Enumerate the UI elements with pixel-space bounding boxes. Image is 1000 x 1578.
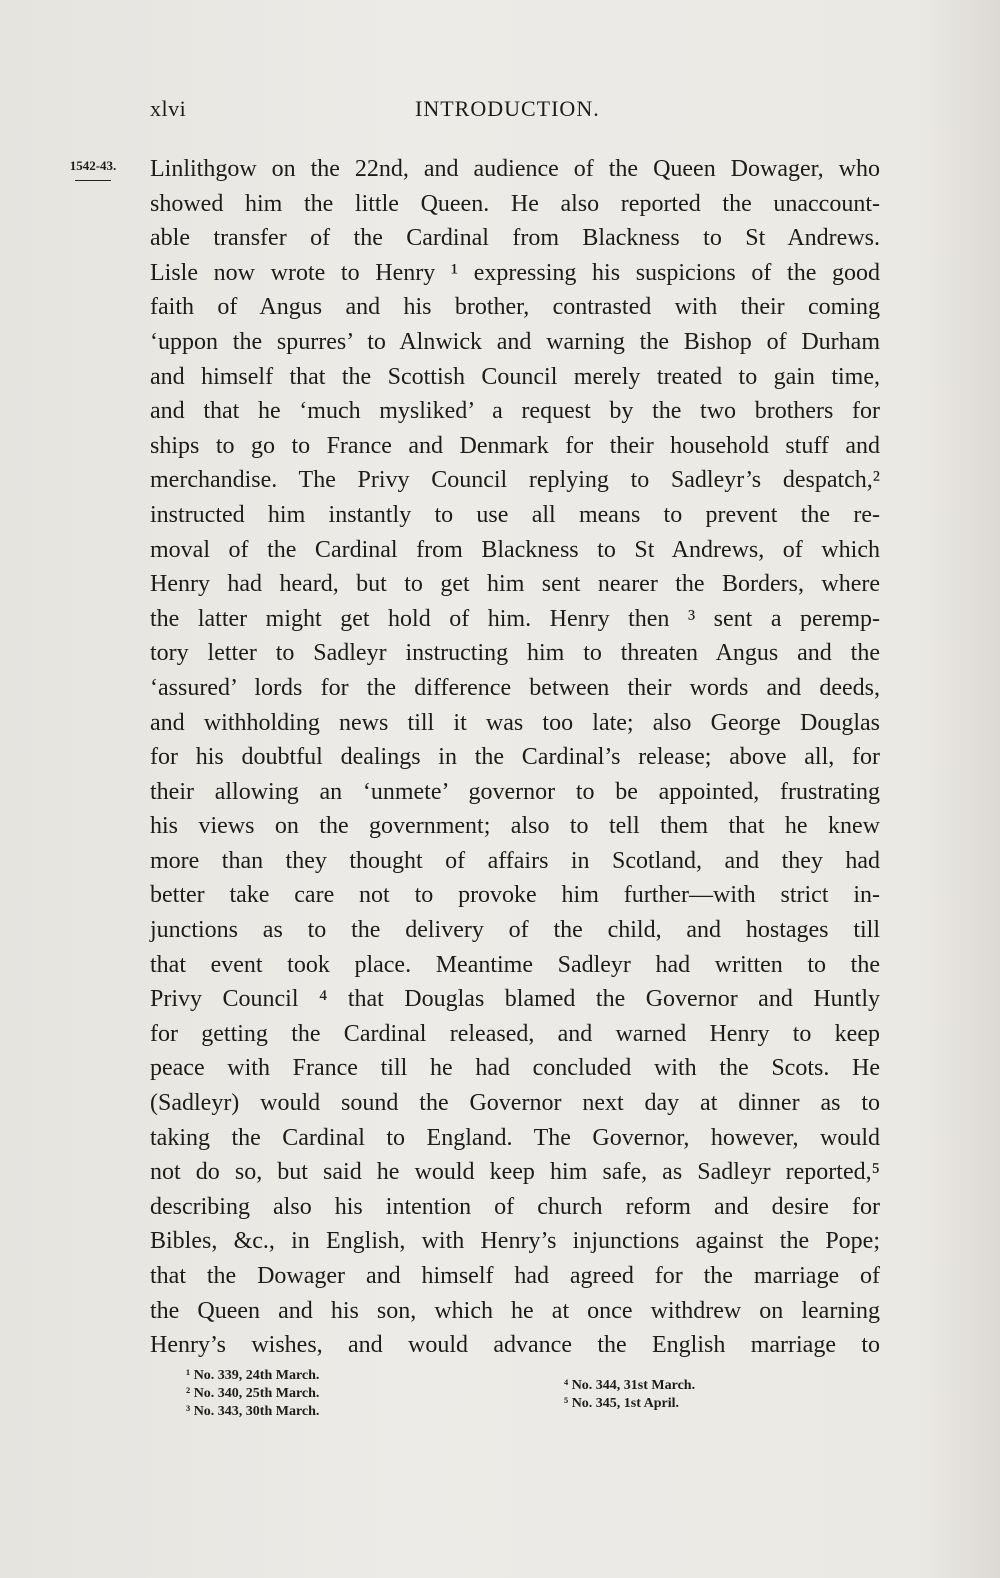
footnotes-left-column: [186, 1367, 319, 1421]
text-line: instructed him instantly to use all means to prevent the re-: [150, 501, 880, 528]
page-title: INTRODUCTION.: [415, 96, 600, 121]
text-line: (Sadleyr) would sound the Governor next day at dinner as to: [150, 1090, 880, 1117]
text-line: ‘uppon the spurres’ to Alnwick and warning the Bishop of Durham: [150, 328, 880, 355]
text-line: showed him the little Queen. He also reported the unaccount-: [150, 190, 880, 217]
text-line: and himself that the Scottish Council merely treated to gain time,: [150, 363, 880, 390]
text-line: Lisle now wrote to Henry ¹ expressing his suspicions of the good: [150, 259, 880, 286]
text-line: Privy Council ⁴ that Douglas blamed the Governor and Huntly: [150, 986, 880, 1013]
text-line: the Queen and his son, which he at once withdrew on learning: [150, 1297, 880, 1324]
text-line: describing also his intention of church reform and desire for: [150, 1193, 880, 1220]
footnote: ⁵ No. 345, 1st April.: [564, 1396, 680, 1411]
text-line: their allowing an ‘unmete’ governor to be appointed, frustrating: [150, 778, 880, 805]
margin-date-note: [58, 158, 128, 181]
text-line: that event took place. Meantime Sadleyr had written to the: [150, 951, 880, 978]
margin-rule: [75, 180, 111, 181]
text-line: Henry had heard, but to get him sent nearer the Borders, where: [150, 571, 880, 598]
footnote: ² No. 340, 25th March.: [186, 1386, 320, 1401]
body-text: [150, 152, 880, 1363]
text-line: and withholding news till it was too late; also George Douglas: [150, 709, 880, 736]
text-line: Henry’s wishes, and would advance the English marriage to: [150, 1332, 880, 1359]
footnote: ³ No. 343, 30th March.: [186, 1404, 320, 1419]
footnote: ¹ No. 339, 24th March.: [186, 1368, 320, 1383]
text-line: more than they thought of affairs in Scotland, and they had: [150, 847, 880, 874]
text-line: ships to go to France and Denmark for their household stuff and: [150, 432, 880, 459]
footnotes-right-column: [564, 1377, 695, 1413]
text-line: that the Dowager and himself had agreed for the marriage of: [150, 1263, 880, 1289]
text-line: for his doubtful dealings in the Cardinal’s release; above all, for: [150, 744, 880, 771]
page-number: xlvi: [150, 96, 187, 121]
text-line: merchandise. The Privy Council replying to Sadleyr’s despatch,²: [150, 467, 880, 494]
text-line: his views on the government; also to tell them that he knew: [150, 813, 880, 840]
text-line: and that he ‘much mysliked’ a request by the two brothers for: [150, 398, 880, 425]
text-line: the latter might get hold of him. Henry then ³ sent a peremp-: [150, 605, 880, 632]
margin-date-text: 1542-43.: [69, 158, 117, 173]
text-line: not do so, but said he would keep him safe, as Sadleyr reported,⁵: [150, 1159, 880, 1186]
text-line: Bibles, &c., in English, with Henry’s injunctions against the Pope;: [150, 1228, 880, 1255]
running-head: [150, 96, 880, 126]
text-line: for getting the Cardinal released, and warned Henry to keep: [150, 1020, 880, 1047]
text-line: tory letter to Sadleyr instructing him to threaten Angus and the: [150, 640, 880, 667]
text-line: able transfer of the Cardinal from Blackness to St Andrews.: [150, 225, 880, 252]
text-line: moval of the Cardinal from Blackness to St Andrews, of which: [150, 536, 880, 563]
footnote: ⁴ No. 344, 31st March.: [564, 1378, 696, 1393]
text-line: faith of Angus and his brother, contrasted with their coming: [150, 294, 880, 321]
text-line: taking the Cardinal to England. The Governor, however, would: [150, 1124, 880, 1151]
text-line: peace with France till he had concluded with the Scots. He: [150, 1055, 880, 1082]
text-line: junctions as to the delivery of the child, and hostages till: [150, 917, 880, 944]
text-line: better take care not to provoke him further—with strict in-: [150, 882, 880, 909]
text-line: ‘assured’ lords for the difference between their words and deeds,: [150, 674, 880, 701]
text-line: Linlithgow on the 22nd, and audience of the Queen Dowager, who: [150, 156, 880, 182]
